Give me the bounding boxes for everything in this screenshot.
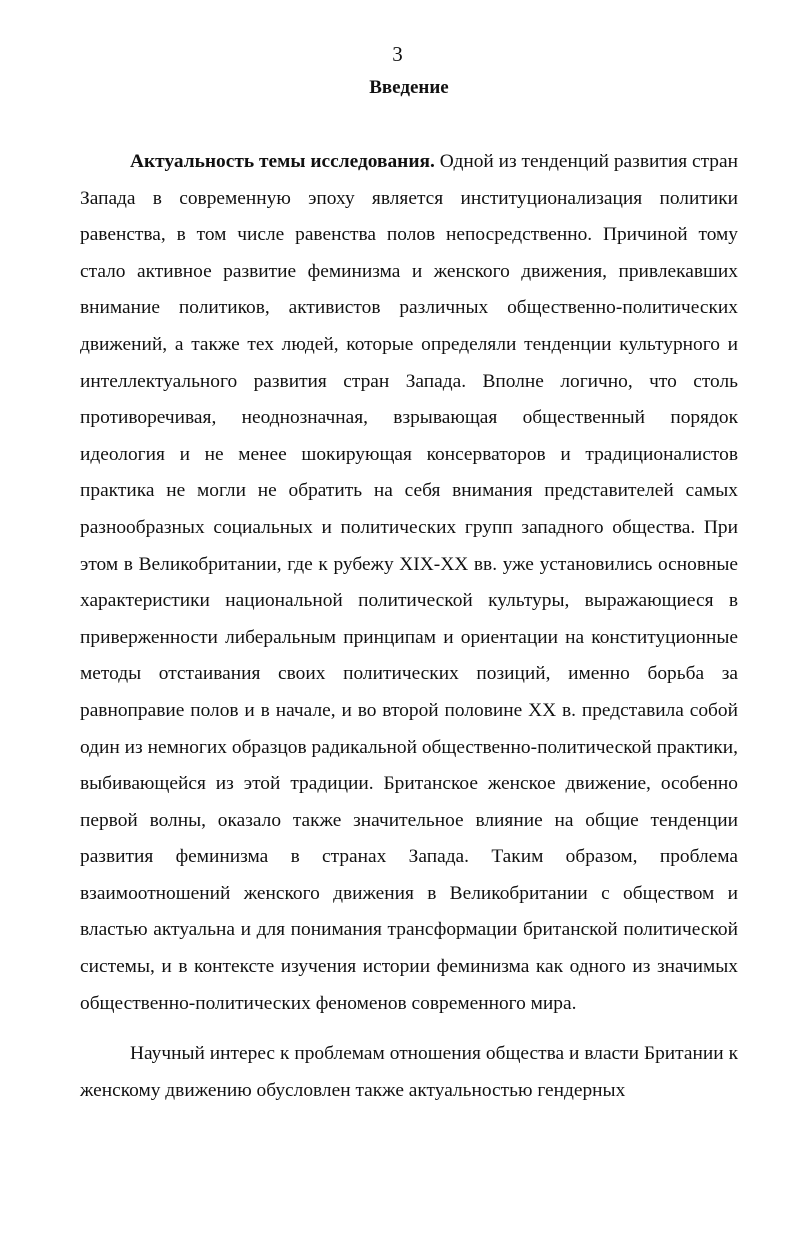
paragraph-scientific-interest bbox=[80, 1036, 738, 1109]
body-text bbox=[80, 144, 738, 1109]
paragraph-text: Научный интерес к проблемам отношения общества и власти Британии к женскому движению обусловлен также актуальностью гендерных bbox=[80, 1043, 738, 1101]
paragraph-lead: Актуальность темы исследования. bbox=[130, 151, 435, 172]
paragraph-text: Одной из тенденций развития стран Запада в современную эпоху является институционализация политики равенства, в том числе равенства полов непосредственно. Причиной тому стало активное развитие феминизма и женского движения, привлекавших внимание политиков, активистов различных общественно-политических движений, а также тех людей, которые определяли тенденции культурного и интеллектуального развития стран Запада. Вполне логично, что столь противоречивая, неоднозначная, взрывающая общественный порядок идеология и не менее шокирующая консерваторов и традиционалистов практика не могли не обратить на себя внимания представителей самых разнообразных социальных и политических групп западного общества. При этом в Великобритании, где к рубежу XIX-XX вв. уже установились основные характеристики национальной политической культуры, выражающиеся в приверженности либеральным принципам и ориентации на конституционные методы отстаивания своих политических позиций, именно борьба за равноправие полов и в начале, и во второй половине XX в. представила собой один из немногих образцов радикальной общественно-политической практики, выбивающейся из этой традиции. Британское женское движение, особенно первой волны, оказало также значительное влияние на общие тенденции развития феминизма в странах Запада. Таким образом, проблема взаимоотношений женского движения в Великобритании с обществом и властью актуальна и для понимания трансформации британской политической системы, и в контексте изучения истории феминизма как одного из значимых общественно-политических феноменов современного мира. bbox=[80, 151, 738, 1014]
section-heading: Введение bbox=[369, 77, 449, 98]
paragraph-relevance bbox=[80, 144, 738, 1022]
page-number: 3 bbox=[392, 42, 403, 66]
